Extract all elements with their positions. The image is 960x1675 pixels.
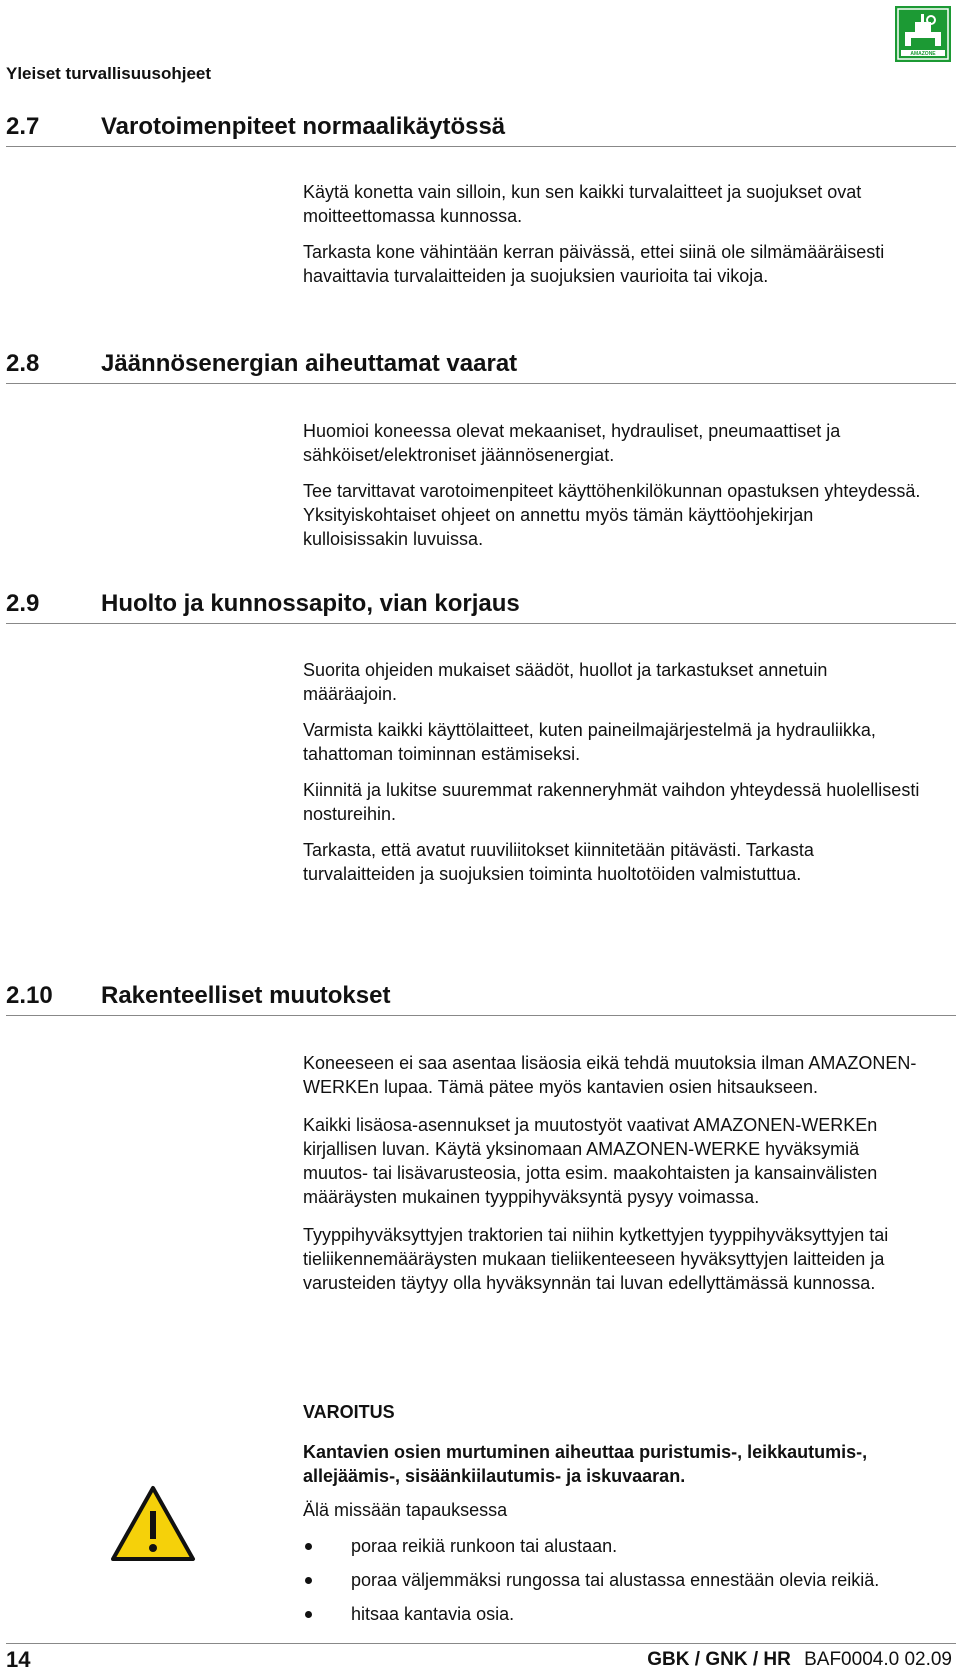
footer-doc-code: GBK / GNK / HR [647,1649,791,1670]
page-number: 14 [6,1647,31,1672]
paragraph: Huomioi koneessa olevat mekaaniset, hydrauliset, pneumaattiset ja sähköiset/elektroniset jäännösenergiat. [303,421,841,465]
paragraph: Kiinnitä ja lukitse suuremmat rakenneryhmät vaihdon yhteydessä huolellisesti nostureihin. [303,780,920,824]
section-number: 2.7 [6,113,40,140]
paragraph: Käytä konetta vain silloin, kun sen kaikki turvalaitteet ja suojukset ovat moitteettomassa kunnossa. [303,182,862,226]
paragraph: Kaikki lisäosa-asennukset ja muutostyöt vaativat AMAZONEN-WERKEn kirjallisen luvan. Käytä yksinomaan AMAZONEN-WERKE hyväksymiä muutos- tai lisävarusteosia, jotta esim. maakohtaisten ja kansainvälisten määräysten mukainen tyyppihyväksyntä pysyy voimassa. [303,1115,878,1207]
paragraph: Koneeseen ei saa asentaa lisäosia eikä tehdä muutoksia ilman AMAZONEN-WERKEn lupaa. Tämä pätee myös kantavien osien hitsaukseen. [303,1053,917,1097]
paragraph: Varmista kaikki käyttölaitteet, kuten paineilmajärjestelmä ja hydrauliikka, tahattoman toiminnan estämiseksi. [303,720,876,764]
running-header: Yleiset turvallisuusohjeet [6,64,212,83]
warning-label: VAROITUS [303,1402,395,1422]
bullet-icon [305,1611,312,1618]
paragraph: Suorita ohjeiden mukaiset säädöt, huollot ja tarkastukset annetuin määräajoin. [303,660,828,704]
footer-doc-info [647,1649,952,1671]
section-title: Varotoimenpiteet normaalikäytössä [101,113,506,140]
section-body-2-8 [303,419,923,563]
footer-doc-id: BAF0004.0 02.09 [804,1649,952,1670]
paragraph: Tee tarvittavat varotoimenpiteet käyttöhenkilökunnan opastuksen yhteydessä. Yksityiskohtaiset ohjeet on annettu myös tämän käyttöohjekirjan kulloisissakin luvuissa. [303,481,921,549]
section-title: Rakenteelliset muutokset [101,982,391,1009]
paragraph: Tyyppihyväksyttyjen traktorien tai niihin kytkettyjen tyyppihyväksyttyjen tai tieliikennemääräysten mukaan tieliikenteeseen hyväksyttyjen laitteiden ja varusteiden täytyy olla hyväksynnän tai luvan edellyttämässä kunnossa. [303,1225,889,1293]
list-item-text: poraa väljemmäksi rungossa tai alustassa ennestään olevia reikiä. [351,1570,880,1590]
section-title: Jäännösenergian aiheuttamat vaarat [101,350,518,377]
list-item-text: hitsaa kantavia osia. [351,1604,515,1624]
section-heading-2-9 [6,590,956,624]
section-number: 2.10 [6,982,53,1009]
footer-divider [6,1643,956,1644]
warning-intro: Älä missään tapauksessa [303,1500,508,1520]
list-item [303,1602,923,1626]
section-number: 2.9 [6,590,40,617]
amazone-logo [895,6,951,62]
section-body-2-7 [303,180,923,300]
list-item [303,1568,923,1592]
bullet-icon [305,1543,312,1550]
paragraph: Tarkasta, että avatut ruuviliitokset kiinnitetään pitävästi. Tarkasta turvalaitteiden ja suojuksien toiminta huoltotöiden valmistuttua. [303,840,814,884]
section-heading-2-8 [6,350,956,384]
warning-triangle-icon [110,1485,196,1563]
list-item-text: poraa reikiä runkoon tai alustaan. [351,1536,618,1556]
section-heading-2-10 [6,982,956,1016]
section-body-2-9 [303,658,923,898]
bullet-icon [305,1577,312,1584]
warning-headline: Kantavien osien murtuminen aiheuttaa puristumis-, leikkautumis-, allejäämis-, sisäänkiilautumis- ja iskuvaaran. [303,1442,868,1486]
section-number: 2.8 [6,350,40,377]
section-body-2-10 [303,1051,923,1307]
section-heading-2-7 [6,113,956,147]
paragraph: Tarkasta kone vähintään kerran päivässä, ettei siinä ole silmämääräisesti havaittavia turvalaitteiden ja suojuksien vaurioita tai vikoja. [303,242,885,286]
warning-block [303,1400,923,1636]
section-title: Huolto ja kunnossapito, vian korjaus [101,590,520,617]
list-item [303,1534,923,1558]
svg-text:AMAZONE: AMAZONE [910,51,936,57]
warning-list [303,1534,923,1626]
